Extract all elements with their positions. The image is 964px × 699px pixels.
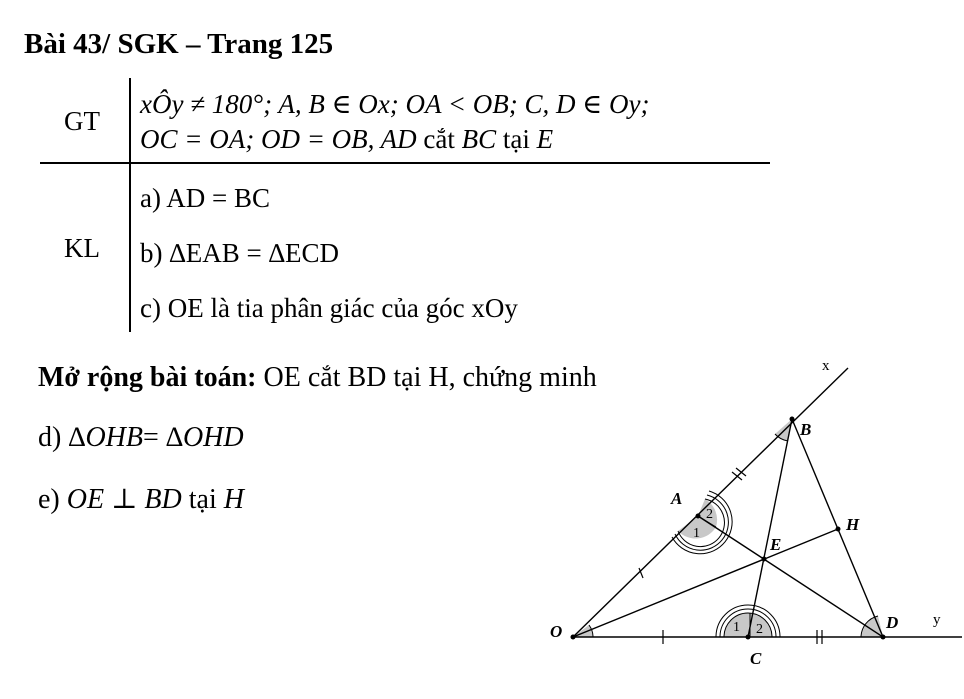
label-x: x: [822, 358, 830, 374]
point-o: [571, 635, 576, 640]
ray-ox: [573, 368, 848, 637]
kl-item-b: b) ∆EAB = ∆ECD: [140, 238, 340, 268]
label-e: E: [770, 535, 782, 554]
extension-d-math-1: ∆OHB: [68, 422, 144, 453]
page-title: Bài 43/ SGK – Trang 125: [24, 28, 334, 60]
kl-item-c: c) OE là tia phân giác của góc xOy: [140, 293, 518, 323]
label-h: H: [846, 515, 860, 534]
kl-label: KL: [64, 233, 100, 263]
extension-e-math: OE ⊥ BD: [66, 484, 182, 515]
extension-text: OE cắt BD tại H, chứng minh: [256, 362, 597, 393]
point-c: [746, 635, 751, 640]
point-d: [881, 635, 886, 640]
extension-heading: Mở rộng bài toán:: [38, 362, 257, 393]
extension-d-math-2: ∆OHD: [165, 422, 244, 453]
label-d: D: [886, 613, 899, 632]
gt-line-2-math-2: ; OD = OB, AD: [245, 124, 417, 154]
gt-line-2-math-1: OC = OA: [140, 124, 246, 154]
extension-d-eq: =: [143, 422, 166, 453]
gt-line-2-math-4: E: [536, 124, 554, 154]
label-y: y: [933, 612, 941, 628]
segment-bc: [748, 419, 792, 637]
extension-e-math-2: H: [223, 484, 244, 515]
point-h: [836, 527, 841, 532]
label-o: O: [550, 622, 563, 641]
gt-line-2-math-3: BC: [461, 124, 497, 154]
label-c: C: [750, 649, 762, 668]
extension-e-prefix: e): [38, 484, 67, 515]
label-angle-a2: 2: [706, 507, 713, 522]
label-angle-c1: 1: [733, 620, 740, 635]
kl-item-a: a) AD = BC: [140, 183, 270, 213]
label-angle-c2: 2: [756, 622, 763, 637]
gt-line-2-text-1: cắt: [416, 124, 462, 154]
point-e: [762, 557, 767, 562]
point-b: [790, 417, 795, 422]
label-b: B: [800, 420, 812, 439]
gt-line-2-text-2: tại: [496, 124, 537, 154]
gt-line-1-math: xÔy ≠ 180°; A, B ∈ Ox; OA < OB; C, D ∈ Oy;: [140, 89, 650, 119]
segment-oh: [573, 529, 838, 637]
extension-e-text: tại: [181, 484, 224, 515]
label-a: A: [671, 489, 683, 508]
label-angle-a1: 1: [693, 526, 700, 541]
extension-d-prefix: d): [38, 422, 69, 453]
gt-label: GT: [64, 106, 100, 136]
point-a: [696, 514, 701, 519]
